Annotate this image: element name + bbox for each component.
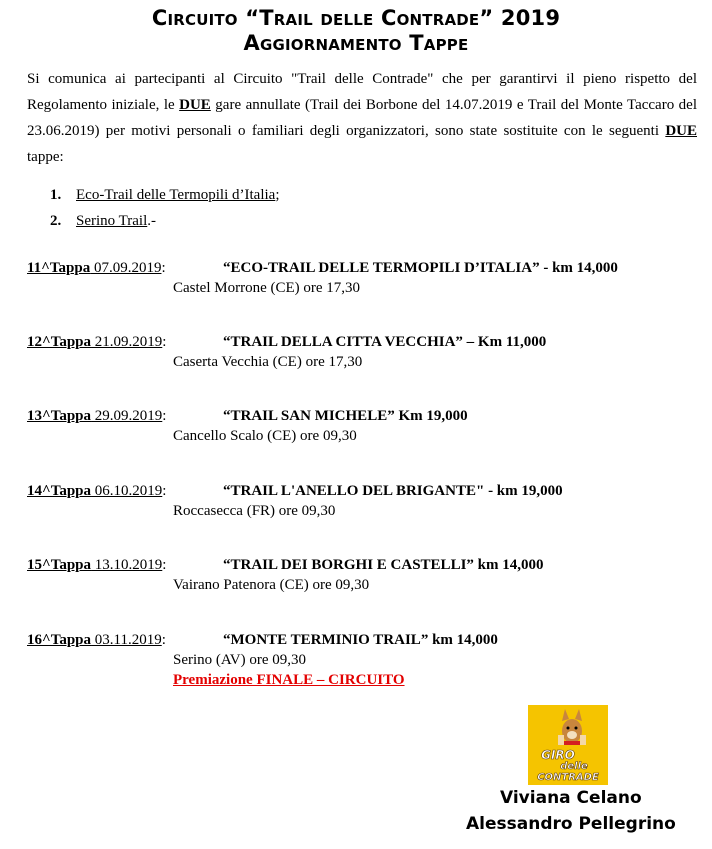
list-suffix: .- (147, 213, 157, 229)
stage-16: 16^Tappa 03.11.2019: “MONTE TERMINIO TRAIL” km 14,000 Serino (AV) ore 09,30 Premiazione FINALE – CIRCUITO (27, 630, 707, 690)
stage-location: Cancello Scalo (CE) ore 09,30 (173, 428, 357, 444)
list-suffix: ; (275, 187, 280, 203)
stage-location: Castel Morrone (CE) ore 17,30 (173, 280, 361, 296)
intro-paragraph (27, 66, 697, 170)
logo-text-delle: delle (560, 761, 588, 772)
intro-text-2: gare annullate (Trail dei Borbone del 14.07.2019 e Trail del Monte Taccaro del 23.06.2019) per motivi personali o familiari degli organizzatori, sono state sostituite con le seguenti (27, 97, 698, 139)
stage-title: “MONTE TERMINIO TRAIL” km 14,000 (223, 632, 498, 648)
stage-label: 11^Tappa 07.09.2019 (27, 260, 162, 276)
stage-location: Vairano Patenora (CE) ore 09,30 (173, 577, 370, 593)
replacement-list (50, 184, 280, 236)
stage-location: Caserta Vecchia (CE) ore 17,30 (173, 354, 363, 370)
list-number: 1. (50, 187, 62, 203)
stage-label: 15^Tappa 13.10.2019 (27, 557, 163, 573)
stage-location: Serino (AV) ore 09,30 (173, 652, 307, 668)
stage-13: 13^Tappa 29.09.2019: “TRAIL SAN MICHELE” Km 19,000 Cancello Scalo (CE) ore 09,30 (27, 406, 707, 446)
stage-title: “TRAIL DEI BORGHI E CASTELLI” km 14,000 (223, 557, 544, 573)
list-item (50, 184, 280, 210)
document-subtitle: Aggiornamento Tappe (243, 31, 469, 55)
logo-text-giro: GIRO (541, 748, 575, 762)
stage-label: 16^Tappa 03.11.2019 (27, 632, 162, 648)
giro-delle-contrade-logo (528, 705, 608, 785)
signer-name: Viviana Celano (500, 788, 642, 808)
final-award-note: Premiazione FINALE – CIRCUITO (173, 672, 405, 688)
intro-due-1: DUE (179, 97, 211, 113)
stage-label: 13^Tappa 29.09.2019 (27, 408, 163, 424)
list-item (50, 210, 280, 236)
stage-title: “TRAIL L'ANELLO DEL BRIGANTE" - km 19,000 (223, 483, 563, 499)
logo-text-contrade: CONTRADE (537, 772, 599, 783)
stage-title: “TRAIL DELLA CITTA VECCHIA” – Km 11,000 (223, 334, 547, 350)
list-text: Serino Trail (76, 213, 148, 229)
stage-11: 11^Tappa 07.09.2019: “ECO-TRAIL DELLE TERMOPILI D’ITALIA” - km 14,000 Castel Morrone (CE) ore 17,30 (27, 258, 707, 298)
stage-label: 14^Tappa 06.10.2019 (27, 483, 163, 499)
intro-due-2: DUE (665, 123, 697, 139)
stage-title: “ECO-TRAIL DELLE TERMOPILI D’ITALIA” - km 14,000 (223, 260, 618, 276)
intro-text-3: tappe: (27, 149, 64, 165)
stage-location: Roccasecca (FR) ore 09,30 (173, 503, 336, 519)
document-title: Circuito “Trail delle Contrade” 2019 (151, 6, 561, 30)
stage-title: “TRAIL SAN MICHELE” Km 19,000 (223, 408, 468, 424)
signer-name: Alessandro Pellegrino (466, 814, 676, 834)
list-text: Eco-Trail delle Termopili d’Italia (76, 187, 276, 203)
stage-label: 12^Tappa 21.09.2019 (27, 334, 163, 350)
intro-text-1: Si comunica ai partecipanti al Circuito "Trail delle Contrade" che per garantirvi il pieno rispetto del Regolamento iniziale, le (27, 71, 697, 113)
stage-12: 12^Tappa 21.09.2019: “TRAIL DELLA CITTA VECCHIA” – Km 11,000 Caserta Vecchia (CE) ore 17,30 (27, 332, 707, 372)
stage-14: 14^Tappa 06.10.2019: “TRAIL L'ANELLO DEL BRIGANTE" - km 19,000 Roccasecca (FR) ore 09,30 (27, 481, 707, 521)
list-number: 2. (50, 213, 62, 229)
stage-15: 15^Tappa 13.10.2019: “TRAIL DEI BORGHI E CASTELLI” km 14,000 Vairano Patenora (CE) ore 09,30 (27, 555, 707, 595)
